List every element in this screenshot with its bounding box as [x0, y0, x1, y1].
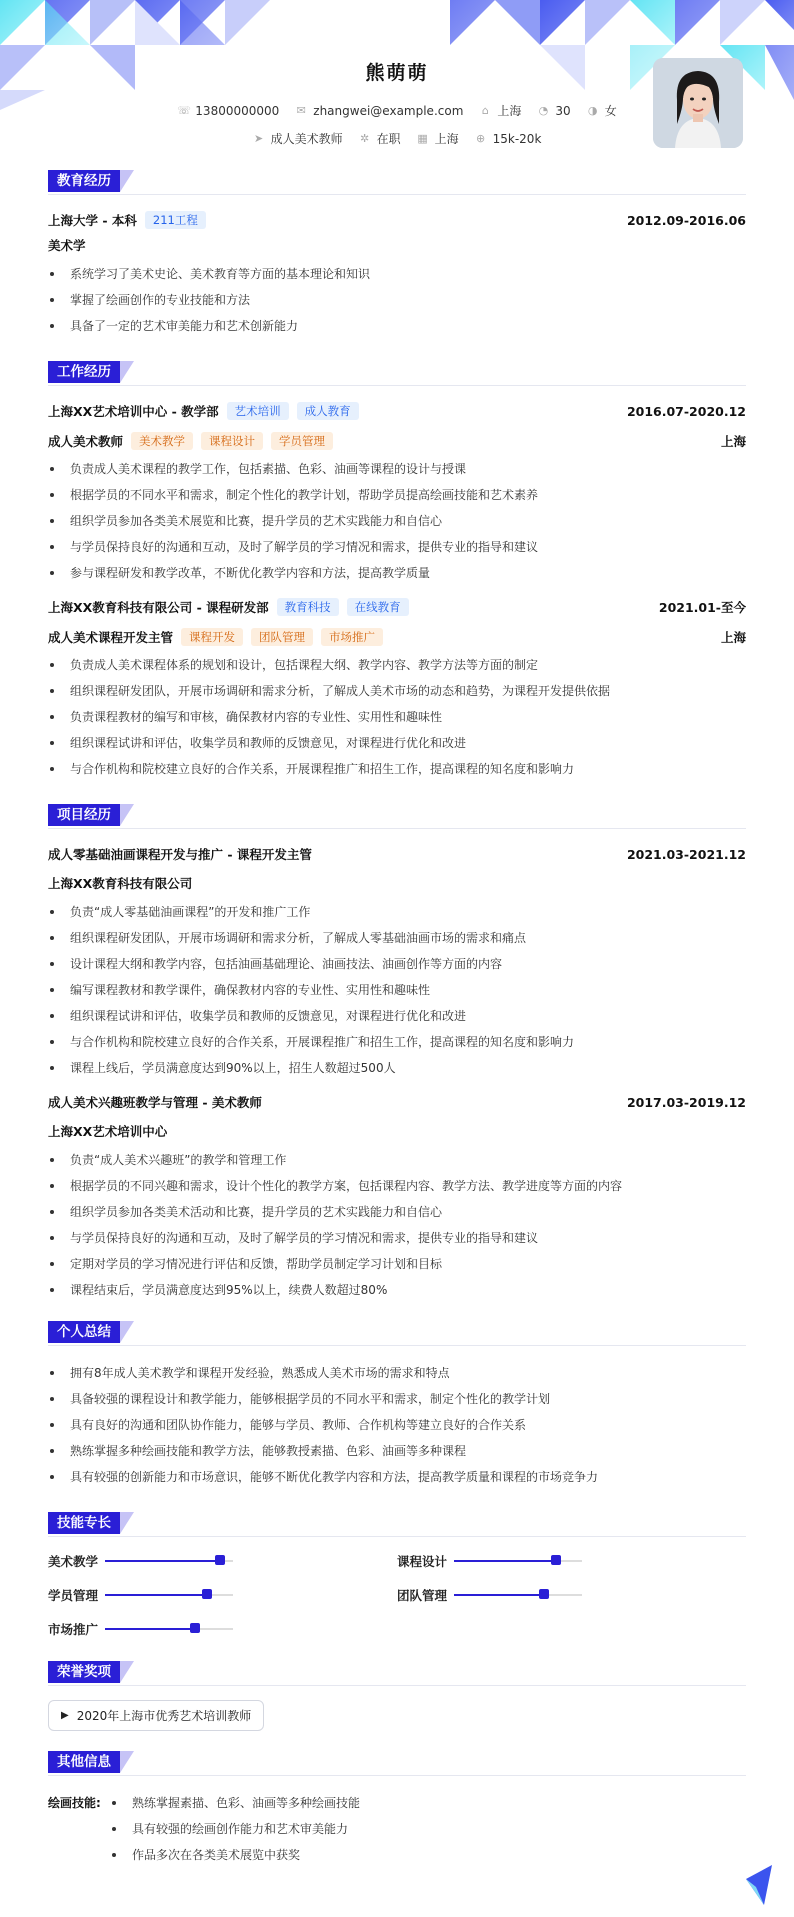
skill-name: 美术教学 — [48, 1554, 99, 1569]
section-header — [48, 1659, 746, 1686]
projects-section — [48, 802, 746, 1303]
honors-section — [48, 1659, 746, 1731]
company-name: 上海XX教育科技有限公司 - 课程研发部 — [48, 600, 269, 615]
education-period: 2012.09-2016.06 — [626, 212, 746, 228]
project-org: 上海XX艺术培训中心 — [48, 1124, 168, 1139]
gender-text: 女 — [604, 104, 617, 118]
location-info — [479, 102, 521, 119]
project-name: 成人美术兴趣班教学与管理 - 美术教师 — [48, 1095, 262, 1110]
list-item: 系统学习了美术史论、美术教育等方面的基本理论和知识 — [48, 261, 746, 287]
list-item: 与学员保持良好的沟通和互动，及时了解学员的学习情况和需求，提供专业的指导和建议 — [48, 534, 746, 560]
list-item: 与学员保持良好的沟通和互动，及时了解学员的学习情况和需求，提供专业的指导和建议 — [48, 1225, 746, 1251]
school-tag: 211工程 — [145, 211, 206, 229]
summary-list — [48, 1360, 746, 1490]
job-row — [48, 400, 746, 422]
list-item: 定期对学员的学习情况进行评估和反馈，帮助学员制定学习计划和目标 — [48, 1251, 746, 1277]
list-item: 根据学员的不同兴趣和需求，设计个性化的教学方案，包括课程内容、教学方法、教学进度等方面的内容 — [48, 1173, 746, 1199]
list-item: 负责成人美术课程体系的规划和设计，包括课程大纲、教学内容、教学方法等方面的制定 — [48, 652, 746, 678]
skill-level-knob — [551, 1555, 561, 1565]
gender-info — [587, 102, 617, 119]
award-chip — [48, 1700, 264, 1731]
section-header — [48, 1749, 746, 1776]
skill-name: 课程设计 — [397, 1554, 448, 1569]
list-item: 熟练掌握素描、色彩、油画等多种绘画技能 — [110, 1790, 360, 1816]
project-details — [48, 899, 746, 1081]
email-info — [295, 102, 463, 119]
section-title: 教育经历 — [48, 170, 120, 192]
phone-info — [177, 102, 279, 119]
skill-item — [397, 1551, 746, 1571]
skill-bar — [454, 1594, 582, 1596]
skill-bar — [454, 1560, 582, 1562]
location-text: 上海 — [497, 104, 522, 118]
list-item: 负责“成人美术兴趣班”的教学和管理工作 — [48, 1147, 746, 1173]
list-item: 设计课程大纲和教学内容，包括油画基础理论、油画技法、油画创作等方面的内容 — [48, 951, 746, 977]
role-name: 成人美术教师 — [48, 434, 124, 449]
project-org: 上海XX教育科技有限公司 — [48, 876, 193, 891]
skills-grid — [48, 1551, 746, 1639]
section-header — [48, 359, 746, 386]
list-item: 编写课程教材和教学课件，确保教材内容的专业性、实用性和趣味性 — [48, 977, 746, 1003]
list-item: 组织课程试讲和评估，收集学员和教师的反馈意见，对课程进行优化和改进 — [48, 1003, 746, 1029]
list-item: 组织学员参加各类美术活动和比赛，提升学员的艺术实践能力和自信心 — [48, 1199, 746, 1225]
corner-decoration — [742, 1865, 776, 1905]
section-title: 其他信息 — [48, 1751, 120, 1773]
list-item: 与合作机构和院校建立良好的合作关系，开展课程推广和招生工作，提高课程的知名度和影响力 — [48, 756, 746, 782]
triangle-right-icon: ▶ — [61, 1710, 69, 1721]
list-item: 组织课程研发团队，开展市场调研和需求分析，了解成人零基础油画市场的需求和痛点 — [48, 925, 746, 951]
project-row — [48, 843, 746, 865]
email-text: zhangwei@example.com — [313, 103, 464, 118]
age-text: 30 — [555, 103, 571, 118]
section-title: 项目经历 — [48, 804, 120, 826]
role-tag: 学员管理 — [271, 432, 333, 450]
company-tag: 在线教育 — [347, 598, 409, 616]
section-header — [48, 168, 746, 195]
role-row — [48, 626, 746, 648]
section-header — [48, 802, 746, 829]
award-text: 2020年上海市优秀艺术培训教师 — [76, 1709, 252, 1723]
list-item: 具备了一定的艺术审美能力和艺术创新能力 — [48, 313, 746, 339]
building-icon: ▦ — [417, 131, 428, 145]
city-text: 上海 — [434, 132, 459, 146]
list-item: 组织课程试讲和评估，收集学员和教师的反馈意见，对课程进行优化和改进 — [48, 730, 746, 756]
home-icon: ⌂ — [481, 103, 489, 117]
role-tag: 课程设计 — [201, 432, 263, 450]
section-title: 技能专长 — [48, 1512, 120, 1534]
job-row — [48, 596, 746, 618]
list-item: 与合作机构和院校建立良好的合作关系，开展课程推广和招生工作，提高课程的知名度和影响力 — [48, 1029, 746, 1055]
education-row — [48, 209, 746, 231]
other-list — [110, 1790, 360, 1868]
email-icon: ✉ — [296, 103, 306, 117]
salary-icon: ⊕ — [476, 131, 486, 145]
resume-header — [0, 0, 794, 168]
company-tag: 艺术培训 — [227, 402, 289, 420]
avatar — [653, 58, 743, 148]
list-item: 具有良好的沟通和团队协作能力，能够与学员、教师、合作机构等建立良好的合作关系 — [48, 1412, 746, 1438]
salary-info — [475, 130, 542, 147]
other-section — [48, 1749, 746, 1868]
candidate-name: 熊萌萌 — [365, 62, 429, 84]
position-text: 成人美术教师 — [270, 132, 343, 146]
job-period: 2021.01-至今 — [658, 600, 746, 615]
list-item: 具有较强的创新能力和市场意识，能够不断优化教学内容和方法，提高教学质量和课程的市场竞争力 — [48, 1464, 746, 1490]
skill-bar — [105, 1594, 233, 1596]
other-info — [48, 1790, 746, 1868]
skill-item — [48, 1585, 397, 1605]
education-section — [48, 168, 746, 339]
other-label: 绘画技能: — [48, 1796, 101, 1810]
list-item: 参与课程研发和教学改革，不断优化教学内容和方法，提高教学质量 — [48, 560, 746, 586]
status-text: 在职 — [376, 132, 401, 146]
major: 美术学 — [48, 238, 86, 253]
gender-icon: ◑ — [587, 103, 598, 117]
role-tag: 课程开发 — [181, 628, 243, 646]
list-item: 拥有8年成人美术教学和课程开发经验，熟悉成人美术市场的需求和特点 — [48, 1360, 746, 1386]
list-item: 熟练掌握多种绘画技能和教学方法，能够教授素描、色彩、油画等多种课程 — [48, 1438, 746, 1464]
list-item: 组织学员参加各类美术展览和比赛，提升学员的艺术实践能力和自信心 — [48, 508, 746, 534]
send-icon: ➤ — [253, 131, 264, 145]
role-tag: 团队管理 — [251, 628, 313, 646]
section-header — [48, 1510, 746, 1537]
list-item: 负责成人美术课程的教学工作，包括素描、色彩、油画等课程的设计与授课 — [48, 456, 746, 482]
skill-level-knob — [202, 1589, 212, 1599]
job-duties — [48, 652, 746, 782]
role-row — [48, 430, 746, 452]
skill-name: 学员管理 — [48, 1588, 99, 1603]
skill-item — [397, 1585, 746, 1605]
list-item: 负责课程教材的编写和审核，确保教材内容的专业性、实用性和趣味性 — [48, 704, 746, 730]
skill-bar — [105, 1628, 233, 1630]
status-info — [359, 130, 401, 147]
role-tag: 市场推广 — [321, 628, 383, 646]
job-city: 上海 — [720, 434, 746, 449]
age-icon: ◔ — [538, 103, 549, 117]
list-item: 根据学员的不同水平和需求，制定个性化的教学计划，帮助学员提高绘画技能和艺术素养 — [48, 482, 746, 508]
list-item: 掌握了绘画创作的专业技能和方法 — [48, 287, 746, 313]
job-period: 2016.07-2020.12 — [626, 403, 746, 419]
section-title: 个人总结 — [48, 1321, 120, 1343]
avatar-portrait — [653, 58, 743, 148]
company-tag: 成人教育 — [297, 402, 359, 420]
list-item: 组织课程研发团队，开展市场调研和需求分析，了解成人美术市场的动态和趋势，为课程开发提供依据 — [48, 678, 746, 704]
project-details — [48, 1147, 746, 1303]
list-item: 负责“成人零基础油画课程”的开发和推广工作 — [48, 899, 746, 925]
age-info — [537, 102, 570, 119]
section-header — [48, 1319, 746, 1346]
salary-text: 15k-20k — [492, 131, 542, 146]
list-item: 具有较强的绘画创作能力和艺术审美能力 — [110, 1816, 360, 1842]
skill-name: 市场推广 — [48, 1622, 99, 1637]
role-tag: 美术教学 — [131, 432, 193, 450]
skills-section — [48, 1510, 746, 1639]
phone-text: 13800000000 — [195, 103, 280, 118]
education-list — [48, 261, 746, 339]
project-period: 2021.03-2021.12 — [626, 846, 746, 862]
project-row — [48, 1091, 746, 1113]
job-city: 上海 — [720, 630, 746, 645]
company-name: 上海XX艺术培训中心 - 教学部 — [48, 404, 219, 419]
work-section — [48, 359, 746, 782]
project-period: 2017.03-2019.12 — [626, 1094, 746, 1110]
skill-bar — [105, 1560, 233, 1562]
section-title: 荣誉奖项 — [48, 1661, 120, 1683]
skill-level-knob — [190, 1623, 200, 1633]
skill-level-knob — [539, 1589, 549, 1599]
skill-item — [48, 1551, 397, 1571]
list-item: 课程结束后，学员满意度达到95%以上，续费人数超过80% — [48, 1277, 746, 1303]
list-item: 作品多次在各类美术展览中获奖 — [110, 1842, 360, 1868]
phone-icon: ☏ — [177, 103, 192, 117]
school-name: 上海大学 - 本科 — [48, 213, 137, 228]
list-item: 课程上线后，学员满意度达到90%以上，招生人数超过500人 — [48, 1055, 746, 1081]
role-name: 成人美术课程开发主管 — [48, 630, 174, 645]
position-info — [253, 130, 343, 147]
section-title: 工作经历 — [48, 361, 120, 383]
job-duties — [48, 456, 746, 586]
list-item: 具备较强的课程设计和教学能力，能够根据学员的不同水平和需求，制定个性化的教学计划 — [48, 1386, 746, 1412]
status-icon: ✲ — [359, 131, 370, 145]
skill-name: 团队管理 — [397, 1588, 448, 1603]
company-tag: 教育科技 — [277, 598, 339, 616]
project-name: 成人零基础油画课程开发与推广 - 课程开发主管 — [48, 847, 312, 862]
skill-item — [48, 1619, 397, 1639]
city-info — [417, 130, 459, 147]
skill-level-knob — [215, 1555, 225, 1565]
summary-section — [48, 1319, 746, 1490]
